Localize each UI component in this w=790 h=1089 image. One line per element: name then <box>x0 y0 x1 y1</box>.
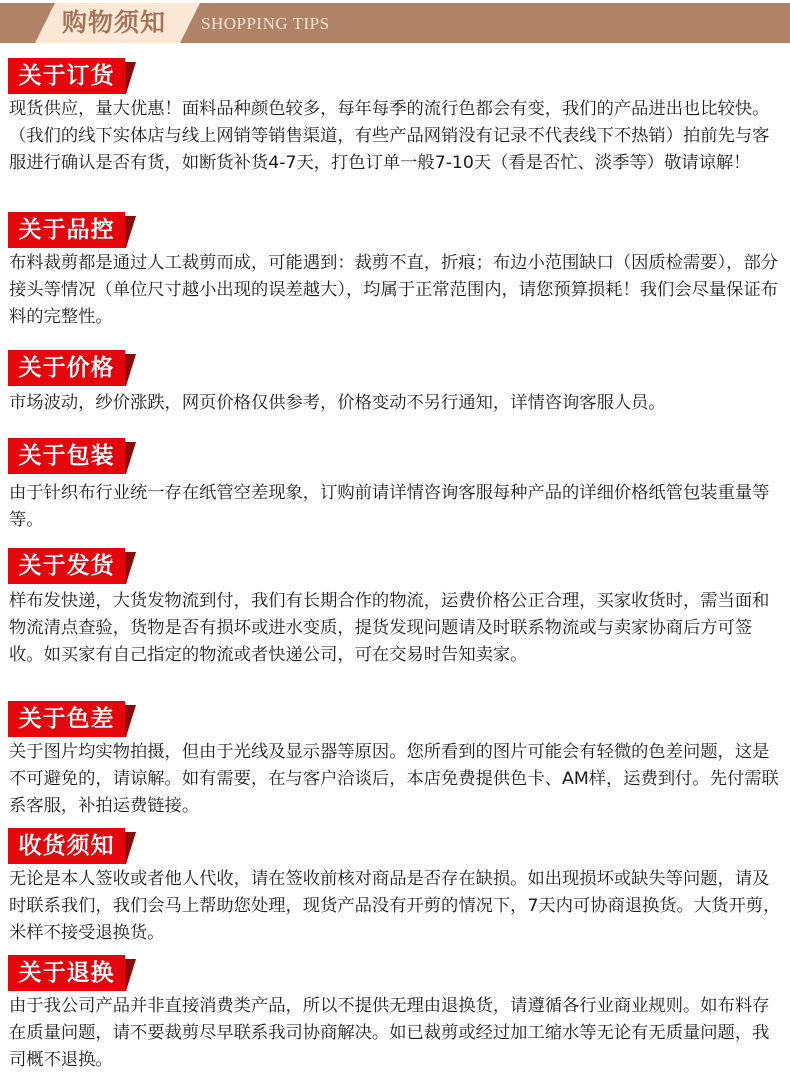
section-body: 现货供应，量大优惠！面料品种颜色较多，每年每季的流行色都会有变，我们的产品进出也比较快。（我们的线下实体店与线上网销等销售渠道，有些产品网销没有记录不代表线下不热销）拍前先与客服进行确认是否有货，如断货补货4-7天，打色订单一般7-10天（看是否忙、淡季等）敬请谅解！ <box>9 99 770 173</box>
section-body: 由于我公司产品并非直接消费类产品，所以不提供无理由退换货，请遵循各行业商业规则。如布料存在质量问题，请不要裁剪尽早联系我司协商解决。如已裁剪或经过加工缩水等无论有无质量问题，我司概不退换。 <box>9 996 770 1070</box>
section-body: 市场波动，纱价涨跌，网页价格仅供参考，价格变动不另行通知，详情咨询客服人员。 <box>9 393 666 413</box>
section-title: 关于色差 <box>8 701 125 737</box>
section-title: 关于订货 <box>8 58 125 94</box>
section-quality-control <box>0 212 790 327</box>
section-shipping <box>0 548 790 665</box>
header-subtitle: SHOPPING TIPS <box>201 14 330 33</box>
section-title: 收货须知 <box>8 828 125 864</box>
section-tag <box>0 438 140 474</box>
section-title: 关于品控 <box>8 212 125 248</box>
section-color-difference <box>0 701 790 816</box>
section-title: 关于退换 <box>8 955 125 991</box>
shopping-tips-header <box>0 3 790 43</box>
section-pricing <box>0 350 790 413</box>
section-title: 关于价格 <box>8 350 125 386</box>
section-returns <box>0 955 790 1070</box>
header-title: 购物须知 <box>62 8 167 37</box>
section-packaging <box>0 438 790 530</box>
section-body: 无论是本人签收或者他人代收，请在签收前核对商品是否存在缺损。如出现损坏或缺失等问题，请及时联系我们，我们会马上帮助您处理，现货产品没有开剪的情况下，7天内可协商退换货。大货开剪，米样不接受退换货。 <box>9 869 781 943</box>
section-title: 关于包装 <box>8 438 125 474</box>
section-body: 关于图片均实物拍摄，但由于光线及显示器等原因。您所看到的图片可能会有轻微的色差问题，这是不可避免的，请谅解。如有需要，在与客户洽谈后，本店免费提供色卡、AM样，运费到付。先付需联系客服，补拍运费链接。 <box>9 742 779 816</box>
section-title: 关于发货 <box>8 548 125 584</box>
section-body: 布料裁剪都是通过人工裁剪而成，可能遇到：裁剪不直，折痕；布边小范围缺口（因质检需要），部分接头等情况（单位尺寸越小出现的误差越大），均属于正常范围内，请您预算损耗！我们会尽量保证布料的完整性。 <box>9 253 779 327</box>
section-tag <box>0 701 140 737</box>
section-receiving <box>0 828 790 943</box>
section-tag <box>0 350 140 386</box>
section-tag <box>0 212 140 248</box>
section-ordering <box>0 58 790 173</box>
section-body: 由于针织布行业统一存在纸管空差现象，订购前请详情咨询客服每种产品的详细价格纸管包装重量等等。 <box>9 483 770 530</box>
section-tag <box>0 955 140 991</box>
section-tag <box>0 58 140 94</box>
section-body: 样布发快递，大货发物流到付，我们有长期合作的物流，运费价格公正合理，买家收货时，需当面和物流清点查验，货物是否有损坏或进水变质，提货发现问题请及时联系物流或与卖家协商后方可签收。如买家有自己指定的物流或者快递公司，可在交易时告知卖家。 <box>9 591 770 665</box>
section-tag <box>0 828 140 864</box>
section-tag <box>0 548 140 584</box>
